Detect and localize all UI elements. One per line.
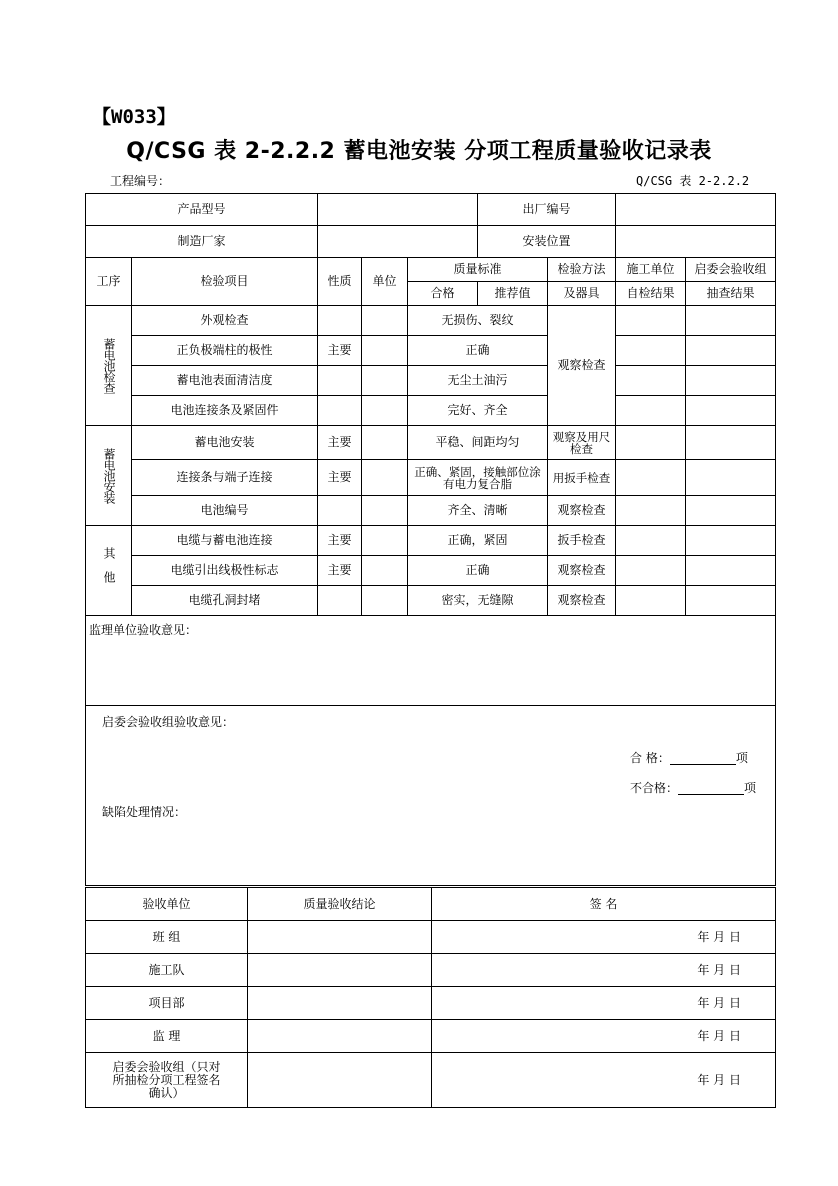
self-check-cell[interactable] bbox=[616, 426, 686, 460]
date-label: 年 月 日 bbox=[697, 962, 741, 977]
nature-cell bbox=[318, 366, 362, 396]
signature-cell[interactable] bbox=[432, 987, 776, 1020]
col-method-2: 及器具 bbox=[548, 282, 616, 306]
item-cell: 电池连接条及紧固件 bbox=[132, 396, 318, 426]
qualified-count bbox=[630, 752, 748, 765]
install-location-label: 安装位置 bbox=[478, 226, 616, 258]
conclusion-cell[interactable] bbox=[248, 921, 432, 954]
table-row bbox=[86, 496, 776, 526]
page-title: Q/CSG 表 2-2.2.2 蓄电池安装 分项工程质量验收记录表 bbox=[126, 139, 712, 164]
table-row bbox=[86, 426, 776, 460]
method-cell: 用扳手检查 bbox=[548, 460, 616, 496]
spot-check-cell[interactable] bbox=[686, 396, 776, 426]
unit-cell: 项目部 bbox=[86, 987, 248, 1020]
table-row bbox=[86, 526, 776, 556]
item-cell: 外观检查 bbox=[132, 306, 318, 336]
col-process: 工序 bbox=[86, 258, 132, 306]
unqualified-unit: 项 bbox=[744, 781, 757, 795]
col-committee-1: 启委会验收组 bbox=[686, 258, 776, 282]
project-no-label: 工程编号： bbox=[110, 174, 171, 188]
unit-cell: 施工队 bbox=[86, 954, 248, 987]
signature-cell[interactable] bbox=[432, 921, 776, 954]
col-unit: 单位 bbox=[362, 258, 408, 306]
supervision-opinion[interactable] bbox=[86, 616, 776, 706]
signature-table bbox=[85, 887, 776, 1108]
table-row bbox=[86, 396, 776, 426]
supervision-opinion-label: 监理单位验收意见： bbox=[89, 623, 198, 637]
standard-cell: 正确，紧固 bbox=[408, 526, 548, 556]
form-code: 【W033】 bbox=[92, 106, 176, 128]
self-check-cell[interactable] bbox=[616, 556, 686, 586]
manufacturer-label: 制造厂家 bbox=[86, 226, 318, 258]
self-check-cell[interactable] bbox=[616, 306, 686, 336]
col-committee-2: 抽查结果 bbox=[686, 282, 776, 306]
committee-opinion-label: 启委会验收组验收意见： bbox=[102, 715, 235, 729]
col-conclusion: 质量验收结论 bbox=[248, 888, 432, 921]
unit-cell[interactable] bbox=[362, 306, 408, 336]
standard-cell: 无损伤、裂纹 bbox=[408, 306, 548, 336]
nature-cell bbox=[318, 586, 362, 616]
factory-no-value[interactable] bbox=[616, 194, 776, 226]
self-check-cell[interactable] bbox=[616, 396, 686, 426]
unit-cell: 班 组 bbox=[86, 921, 248, 954]
table-row bbox=[86, 954, 776, 987]
qualified-blank[interactable] bbox=[670, 752, 736, 765]
qualified-unit: 项 bbox=[735, 751, 748, 765]
conclusion-cell[interactable] bbox=[248, 987, 432, 1020]
col-pass: 合格 bbox=[408, 282, 478, 306]
spot-check-cell[interactable] bbox=[686, 366, 776, 396]
col-method-1: 检验方法 bbox=[548, 258, 616, 282]
item-cell: 正负极端柱的极性 bbox=[132, 336, 318, 366]
spot-check-cell[interactable] bbox=[686, 336, 776, 366]
col-recommended: 推荐值 bbox=[478, 282, 548, 306]
unit-cell[interactable] bbox=[362, 526, 408, 556]
standard-cell: 无尘土油污 bbox=[408, 366, 548, 396]
spot-check-cell[interactable] bbox=[686, 556, 776, 586]
col-contractor-1: 施工单位 bbox=[616, 258, 686, 282]
signature-cell[interactable] bbox=[432, 1053, 776, 1108]
unit-cell[interactable] bbox=[362, 496, 408, 526]
item-cell: 电池编号 bbox=[132, 496, 318, 526]
table-row bbox=[86, 306, 776, 336]
conclusion-cell[interactable] bbox=[248, 1020, 432, 1053]
standard-cell: 正确 bbox=[408, 336, 548, 366]
self-check-cell[interactable] bbox=[616, 526, 686, 556]
method-cell: 观察检查 bbox=[548, 306, 616, 426]
self-check-cell[interactable] bbox=[616, 586, 686, 616]
date-label: 年 月 日 bbox=[697, 1072, 741, 1087]
unit-cell[interactable] bbox=[362, 336, 408, 366]
group-label: 蓄电池检查 bbox=[86, 306, 132, 426]
method-cell: 观察检查 bbox=[548, 586, 616, 616]
nature-cell: 主要 bbox=[318, 460, 362, 496]
standard-cell: 平稳、间距均匀 bbox=[408, 426, 548, 460]
product-model-value[interactable] bbox=[318, 194, 478, 226]
method-cell: 观察及用尺检查 bbox=[548, 426, 616, 460]
install-location-value[interactable] bbox=[616, 226, 776, 258]
unit-cell[interactable] bbox=[362, 460, 408, 496]
self-check-cell[interactable] bbox=[616, 336, 686, 366]
table-row bbox=[86, 921, 776, 954]
standard-cell: 完好、齐全 bbox=[408, 396, 548, 426]
qualified-label: 合 格： bbox=[630, 751, 670, 765]
method-cell: 观察检查 bbox=[548, 556, 616, 586]
group-label: 其他 bbox=[86, 526, 132, 616]
standard-cell: 齐全、清晰 bbox=[408, 496, 548, 526]
conclusion-cell[interactable] bbox=[248, 954, 432, 987]
conclusion-cell[interactable] bbox=[248, 1053, 432, 1108]
method-cell: 观察检查 bbox=[548, 496, 616, 526]
self-check-cell[interactable] bbox=[616, 496, 686, 526]
group-label: 蓄电池安装 bbox=[86, 426, 132, 526]
committee-opinion[interactable] bbox=[86, 706, 776, 886]
method-cell: 扳手检查 bbox=[548, 526, 616, 556]
table-row bbox=[86, 556, 776, 586]
unit-cell: 启委会验收组（只对所抽检分项工程签名确认） bbox=[86, 1053, 248, 1108]
defects-label: 缺陷处理情况： bbox=[102, 805, 187, 819]
nature-cell: 主要 bbox=[318, 426, 362, 460]
item-cell: 电缆与蓄电池连接 bbox=[132, 526, 318, 556]
item-cell: 蓄电池安装 bbox=[132, 426, 318, 460]
item-cell: 电缆引出线极性标志 bbox=[132, 556, 318, 586]
standard-cell: 正确、紧固，接触部位涂有电力复合脂 bbox=[408, 460, 548, 496]
item-cell: 电缆孔洞封堵 bbox=[132, 586, 318, 616]
self-check-cell[interactable] bbox=[616, 460, 686, 496]
col-signature: 签 名 bbox=[432, 888, 776, 921]
spot-check-cell[interactable] bbox=[686, 526, 776, 556]
spot-check-cell[interactable] bbox=[686, 586, 776, 616]
spot-check-cell[interactable] bbox=[686, 306, 776, 336]
spot-check-cell[interactable] bbox=[686, 496, 776, 526]
col-contractor-2: 自检结果 bbox=[616, 282, 686, 306]
spot-check-cell[interactable] bbox=[686, 426, 776, 460]
spot-check-cell[interactable] bbox=[686, 460, 776, 496]
nature-cell bbox=[318, 306, 362, 336]
inspection-table bbox=[85, 193, 776, 886]
table-row bbox=[86, 586, 776, 616]
standard-cell: 正确 bbox=[408, 556, 548, 586]
nature-cell bbox=[318, 396, 362, 426]
unit-cell: 监 理 bbox=[86, 1020, 248, 1053]
date-label: 年 月 日 bbox=[697, 929, 741, 944]
unit-cell[interactable] bbox=[362, 396, 408, 426]
product-model-label: 产品型号 bbox=[86, 194, 318, 226]
table-row bbox=[86, 366, 776, 396]
unit-cell[interactable] bbox=[362, 426, 408, 460]
date-label: 年 月 日 bbox=[697, 995, 741, 1010]
unit-cell[interactable] bbox=[362, 556, 408, 586]
unqualified-blank[interactable] bbox=[678, 782, 744, 795]
standard-cell: 密实，无缝隙 bbox=[408, 586, 548, 616]
table-row bbox=[86, 987, 776, 1020]
col-accept-unit: 验收单位 bbox=[86, 888, 248, 921]
col-item: 检验项目 bbox=[132, 258, 318, 306]
nature-cell: 主要 bbox=[318, 556, 362, 586]
nature-cell bbox=[318, 496, 362, 526]
table-row bbox=[86, 336, 776, 366]
nature-cell: 主要 bbox=[318, 526, 362, 556]
item-cell: 蓄电池表面清洁度 bbox=[132, 366, 318, 396]
col-standard: 质量标准 bbox=[408, 258, 548, 282]
unqualified-count bbox=[630, 782, 756, 795]
manufacturer-value[interactable] bbox=[318, 226, 478, 258]
item-cell: 连接条与端子连接 bbox=[132, 460, 318, 496]
signature-cell[interactable] bbox=[432, 954, 776, 987]
self-check-cell[interactable] bbox=[616, 366, 686, 396]
table-row bbox=[86, 1020, 776, 1053]
col-nature: 性质 bbox=[318, 258, 362, 306]
unqualified-label: 不合格： bbox=[630, 781, 679, 795]
form-number: Q/CSG 表 2-2.2.2 bbox=[636, 174, 750, 188]
signature-cell[interactable] bbox=[432, 1020, 776, 1053]
nature-cell: 主要 bbox=[318, 336, 362, 366]
factory-no-label: 出厂编号 bbox=[478, 194, 616, 226]
table-row bbox=[86, 1053, 776, 1108]
unit-cell[interactable] bbox=[362, 366, 408, 396]
table-row bbox=[86, 460, 776, 496]
unit-cell[interactable] bbox=[362, 586, 408, 616]
date-label: 年 月 日 bbox=[697, 1028, 741, 1043]
